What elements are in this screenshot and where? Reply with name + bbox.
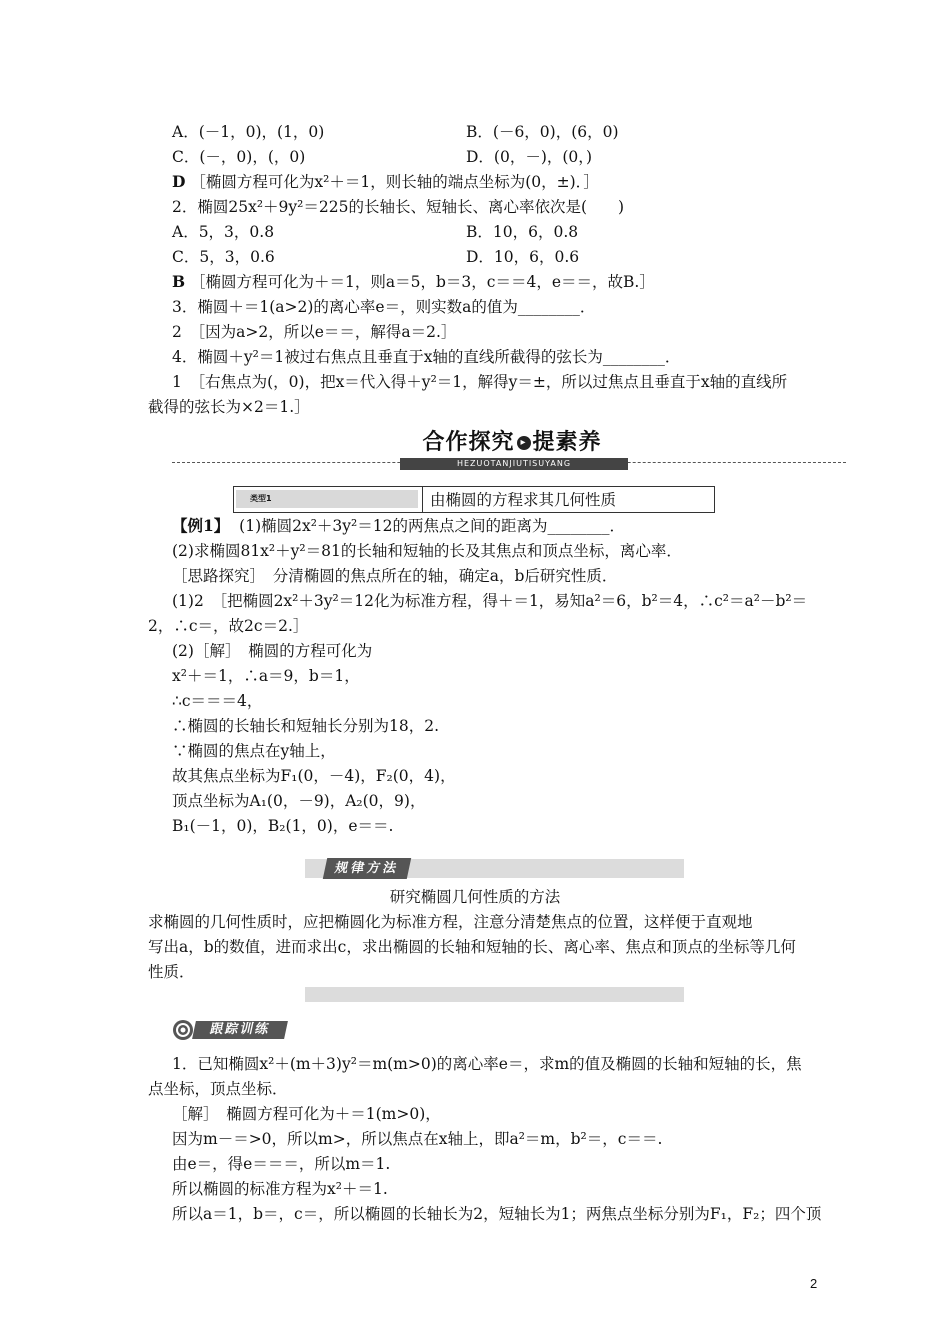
arrow-icon: ▸ — [517, 436, 531, 450]
method-end-bar — [305, 987, 684, 1002]
tracking-line: 因为m－＝>0，所以m>，所以焦点在x轴上，即a²＝m，b²＝，c＝＝. — [172, 1130, 663, 1148]
option-c: C．(－，0)，(，0) — [172, 148, 306, 166]
method-label: 规律方法 — [323, 858, 411, 879]
tracking-header — [172, 1019, 288, 1041]
banner-title-left: 合作探究 — [422, 430, 515, 455]
tracking-line: 点坐标，顶点坐标． — [148, 1080, 288, 1098]
type-heading-box — [233, 486, 715, 513]
example-line: 2，∴c＝，故2c＝2.］ — [148, 617, 309, 635]
section-banner — [172, 428, 846, 472]
page-number: 2 — [810, 1276, 818, 1291]
tracking-line: ［解］ 椭圆方程可化为＋＝1(m>0)， — [172, 1105, 441, 1123]
option-d: D．10，6，0.6 — [466, 248, 580, 266]
method-paragraph: 写出a，b的数值，进而求出c，求出椭圆的长轴和短轴的长、离心率、焦点和顶点的坐标等几何 — [148, 938, 796, 956]
answer-explanation: ［椭圆方程可化为＋＝1，则a＝5，b＝3，c＝＝4，e＝＝，故B.］ — [190, 273, 655, 291]
tracking-line: 1．已知椭圆x²＋(m＋3)y²＝m(m>0)的离心率e＝，求m的值及椭圆的长轴和短轴的长，焦 — [172, 1055, 802, 1073]
answer-4: 1 ［右焦点为(，0)，把x＝代入得＋y²＝1，解得y＝±，所以过焦点且垂直于x轴的直线所 — [172, 373, 788, 391]
answer-3: 2 ［因为a>2，所以e＝＝，解得a＝2.］ — [172, 323, 457, 341]
example-line: ∵椭圆的焦点在y轴上， — [172, 742, 336, 760]
method-paragraph: 性质． — [148, 963, 195, 981]
banner-title — [412, 428, 612, 458]
example-1 — [172, 515, 625, 537]
answer-4-cont: 截得的弦长为×2＝1.］ — [148, 398, 310, 416]
answer-letter: D — [172, 172, 186, 191]
example-line: 顶点坐标为A₁(0，－9)，A₂(0，9)， — [172, 792, 426, 810]
example-label: 【例1】 — [172, 516, 230, 535]
example-line: ∴椭圆的长轴长和短轴长分别为18，2. — [172, 717, 440, 735]
question-4: 4．椭圆＋y²＝1被过右焦点且垂直于x轴的直线所截得的弦长为________． — [172, 348, 681, 366]
answer-explanation: ［椭圆方程可化为x²＋＝1，则长轴的端点坐标为(0，±)．］ — [190, 173, 599, 191]
divider — [422, 487, 423, 512]
tracking-label: 跟踪训练 — [192, 1021, 288, 1039]
tracking-line: 所以a＝1，b＝，c＝，所以椭圆的长轴长为2，短轴长为1；两焦点坐标分别为F₁，F₂；四个顶 — [172, 1205, 822, 1223]
method-paragraph: 求椭圆的几何性质时，应把椭圆化为标准方程，注意分清楚焦点的位置，这样便于直观地 — [148, 913, 753, 931]
tracking-line: 所以椭圆的标准方程为x²＋＝1. — [172, 1180, 388, 1198]
question-3: 3．椭圆＋＝1(a>2)的离心率e＝，则实数a的值为________． — [172, 298, 596, 316]
example-line: (2)［解］ 椭圆的方程可化为 — [172, 642, 373, 660]
example-line: B₁(－1，0)，B₂(1，0)，e＝＝. — [172, 817, 394, 835]
answer-letter: B — [172, 272, 186, 291]
method-heading: 研究椭圆几何性质的方法 — [389, 888, 561, 906]
option-c: C．5，3，0.6 — [172, 248, 275, 266]
example-line: ［思路探究］ 分清椭圆的焦点所在的轴，确定a，b后研究性质． — [172, 567, 618, 585]
type-tag: 类型1 — [236, 490, 418, 508]
answer-line-2 — [172, 271, 655, 293]
target-icon — [172, 1019, 194, 1041]
question-2: 2．椭圆25x²＋9y²＝225的长轴长、短轴长、离心率依次是( ) — [172, 198, 625, 216]
answer-line-1 — [172, 171, 599, 193]
option-a: A．5，3，0.8 — [172, 223, 275, 241]
example-line: x²＋＝1，∴a＝9，b＝1， — [172, 667, 360, 685]
banner-title-right: 提素养 — [532, 430, 602, 455]
example-text: (1)椭圆2x²＋3y²＝12的两焦点之间的距离为________． — [239, 517, 625, 535]
tracking-line: 由e＝，得e＝＝＝，所以m＝1. — [172, 1155, 391, 1173]
option-b: B．10，6，0.8 — [466, 223, 579, 241]
example-line: 故其焦点坐标为F₁(0，－4)，F₂(0，4)， — [172, 767, 456, 785]
option-d: D．(0，－)，(0，) — [466, 148, 593, 166]
method-bar — [305, 859, 684, 878]
option-a: A．(－1，0)，(1，0) — [172, 123, 325, 141]
type-title: 由椭圆的方程求其几何性质 — [430, 491, 617, 509]
option-b: B．(－6，0)，(6，0) — [466, 123, 619, 141]
example-line: (1)2 ［把椭圆2x²＋3y²＝12化为标准方程，得＋＝1，易知a²＝6，b²＝4，∴c²＝a²－b²＝ — [172, 592, 808, 610]
example-line: (2)求椭圆81x²＋y²＝81的长轴和短轴的长及其焦点和顶点坐标，离心率． — [172, 542, 682, 560]
example-line: ∴c＝＝＝4， — [172, 692, 263, 710]
banner-subtitle: HEZUOTANJIUTISUYANG — [400, 458, 628, 470]
